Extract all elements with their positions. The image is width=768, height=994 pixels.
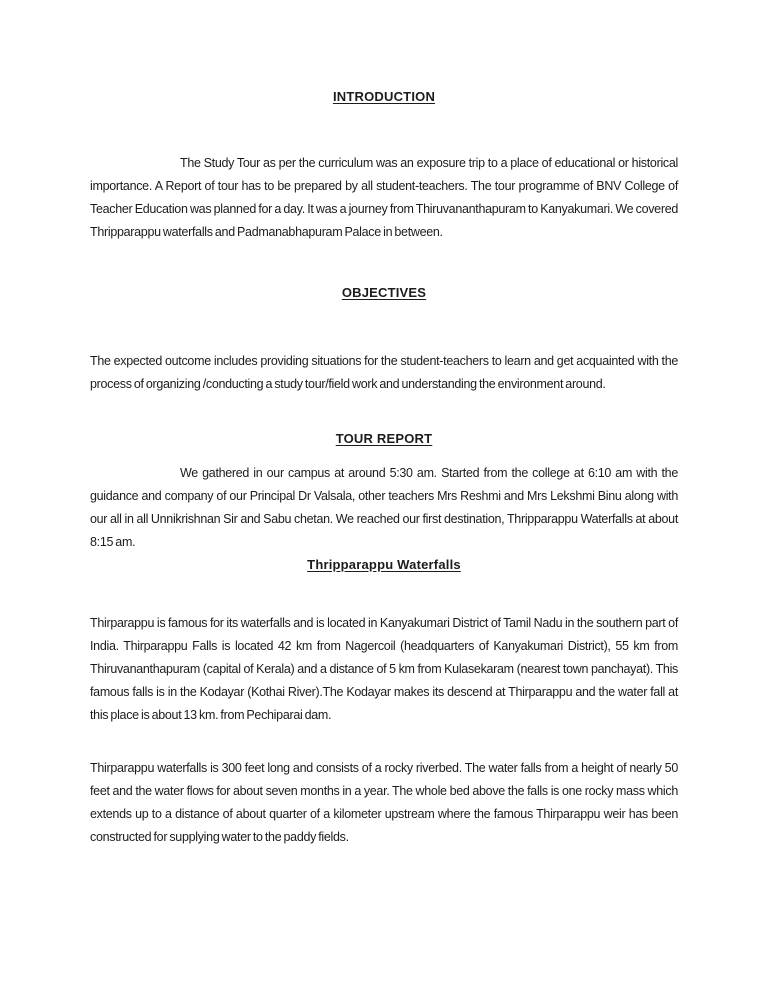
paragraph-thripparappu-waterfalls-location: Thirparappu is famous for its waterfalls and is located in Kanyakumari District of Tamil Nadu in the southern part of India. Thirparappu Falls is located 42 km from Nagercoil (headquarters of Kanyakumari District), 55 km from Thiruvananthapuram (capital of Kerala) and a distance of 5 km from Kulasekaram (nearest town panchayat). This famous falls is in the Kodayar (Kothai River).The Kodayar makes its descend at Thirparappu and the water fall at this place is about 13 km. from Pechiparai dam. xyxy=(90,616,678,722)
section-heading-tour-report: TOUR REPORT xyxy=(335,431,433,446)
paragraph-tour-report: We gathered in our campus at around 5:30 am. Started from the college at 6:10 am with the guidance and company of our Principal Dr Valsala, other teachers Mrs Reshmi and Mrs Lekshmi Binu along with our all in all Unnikrishnan Sir and Sabu chetan. We reached our first destination, Thripparappu Waterfalls at about 8:15 am. xyxy=(90,466,678,549)
paragraph-thripparappu-waterfalls-description: Thirparappu waterfalls is 300 feet long and consists of a rocky riverbed. The water falls from a height of nearly 50 feet and the water flows for about seven months in a year. The whole bed above the falls is one rocky mass which extends up to a distance of about quarter of a kilometer upstream where the famous Thirparappu weir has been constructed for supplying water to the paddy fields. xyxy=(90,761,678,844)
section-heading-introduction: INTRODUCTION xyxy=(332,89,436,104)
paragraph-objectives: The expected outcome includes providing situations for the student-teachers to learn and get acquainted with the process of organizing /conducting a study tour/field work and understanding the environment around. xyxy=(90,354,678,391)
section-heading-thripparappu-waterfalls: Thripparappu Waterfalls xyxy=(307,557,461,572)
section-heading-objectives: OBJECTIVES xyxy=(341,285,427,300)
paragraph-introduction: The Study Tour as per the curriculum was an exposure trip to a place of educational or historical importance. A Report of tour has to be prepared by all student-teachers. The tour programme of BNV College of Teacher Education was planned for a day. It was a journey from Thiruvananthapuram to Kanyakumari. We covered Thripparappu waterfalls and Padmanabhapuram Palace in between. xyxy=(90,156,678,239)
